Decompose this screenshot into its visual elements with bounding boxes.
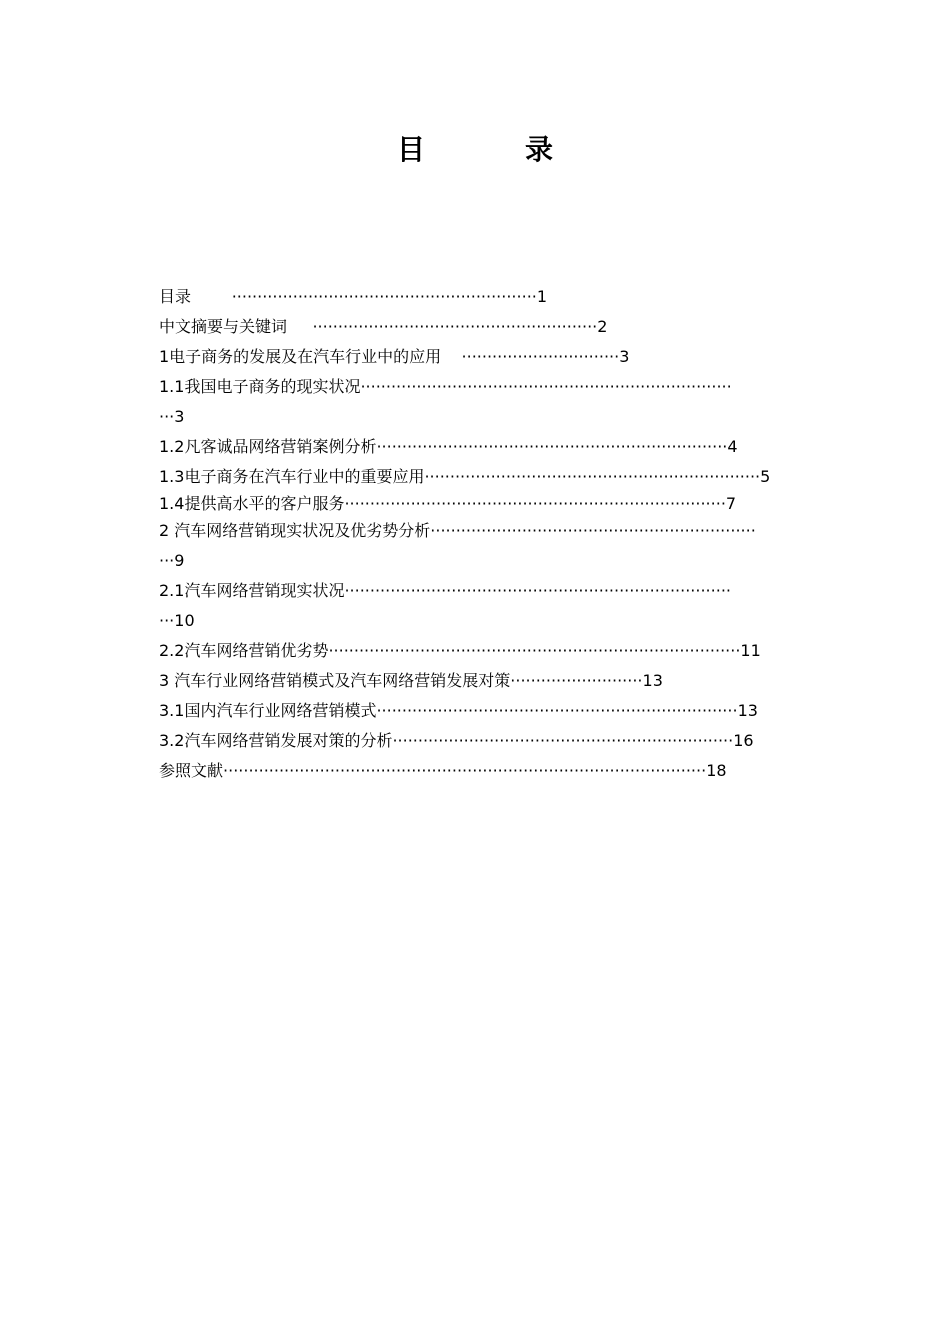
toc-entry[interactable]	[159, 696, 839, 726]
toc-leader-dots: ···································································	[392, 731, 734, 750]
toc-entry-text: 2.2汽车网络营销优劣势	[159, 641, 329, 660]
toc-entry[interactable]	[159, 462, 839, 492]
toc-page-number: 10	[174, 611, 195, 630]
toc-leader-dots: ············································································	[344, 581, 731, 600]
toc-leader-dots: ···	[159, 611, 175, 630]
toc-entry[interactable]	[159, 372, 839, 402]
toc-entry-text: 1电子商务的发展及在汽车行业中的应用	[159, 347, 442, 366]
toc-entry[interactable]	[159, 282, 839, 312]
toc-page-number: 13	[737, 701, 758, 720]
toc-entry[interactable]	[159, 312, 839, 342]
toc-entry[interactable]	[159, 636, 839, 666]
toc-entry-text: 目录	[159, 287, 192, 306]
toc-leader-dots: ··························	[510, 671, 643, 690]
toc-page-number: 2	[597, 317, 608, 336]
toc-leader-dots: ·······························································································	[223, 761, 707, 780]
page-title: 目 录	[396, 133, 589, 166]
toc-entry[interactable]	[159, 342, 839, 372]
toc-page-number: 3	[619, 347, 630, 366]
toc-leader-dots: ··································································	[424, 467, 761, 486]
toc-entry-text: 2.1汽车网络营销现实状况	[159, 581, 345, 600]
toc-entry-text: 2 汽车网络营销现实状况及优劣势分析	[159, 521, 431, 540]
toc-page-number: 5	[760, 467, 771, 486]
toc-entry-text: 1.2凡客诚品网络营销案例分析	[159, 437, 377, 456]
toc-entry-continuation[interactable]	[159, 402, 839, 432]
toc-entry-text: 中文摘要与关键词	[159, 317, 288, 336]
toc-entry-continuation[interactable]	[159, 546, 839, 576]
toc-leader-dots: ·················································································	[328, 641, 741, 660]
toc-page-number: 9	[174, 551, 185, 570]
toc-leader-dots: ····························································	[231, 287, 537, 306]
toc-entry[interactable]	[159, 576, 839, 606]
toc-page-number: 3	[174, 407, 185, 426]
toc-entry[interactable]	[159, 492, 839, 516]
toc-page-number: 4	[727, 437, 738, 456]
toc-page-number: 7	[725, 494, 737, 513]
toc-leader-dots: ·····································································	[376, 437, 728, 456]
toc-entry[interactable]	[159, 756, 839, 786]
toc-leader-dots: ···	[159, 407, 175, 426]
toc-page-number: 18	[706, 761, 727, 780]
toc-entry[interactable]	[159, 726, 839, 756]
toc-entry[interactable]	[159, 432, 839, 462]
toc-entry[interactable]	[159, 666, 839, 696]
toc-entry-text: 1.3电子商务在汽车行业中的重要应用	[159, 467, 425, 486]
toc-entry[interactable]	[159, 516, 839, 546]
toc-leader-dots: ···	[159, 551, 175, 570]
table-of-contents	[159, 282, 839, 786]
toc-leader-dots: ···········································································	[344, 494, 726, 513]
toc-leader-dots: ·······························	[461, 347, 620, 366]
toc-leader-dots: ································································	[430, 521, 756, 540]
toc-entry-text: 1.1我国电子商务的现实状况	[159, 377, 361, 396]
toc-entry-text: 3.2汽车网络营销发展对策的分析	[159, 731, 393, 750]
toc-leader-dots: ·········································································	[360, 377, 732, 396]
toc-leader-dots: ·······································································	[376, 701, 738, 720]
toc-page-number: 13	[642, 671, 663, 690]
toc-page-number: 1	[536, 287, 548, 306]
toc-entry-text: 3.1国内汽车行业网络营销模式	[159, 701, 377, 720]
toc-entry-text: 3 汽车行业网络营销模式及汽车网络营销发展对策	[159, 671, 511, 690]
toc-entry-continuation[interactable]	[159, 606, 839, 636]
toc-page-number: 11	[740, 641, 761, 660]
toc-leader-dots: ························································	[312, 317, 598, 336]
toc-page-number: 16	[733, 731, 754, 750]
toc-entry-text: 1.4提供高水平的客户服务	[159, 494, 345, 513]
toc-entry-text: 参照文献	[159, 761, 224, 780]
